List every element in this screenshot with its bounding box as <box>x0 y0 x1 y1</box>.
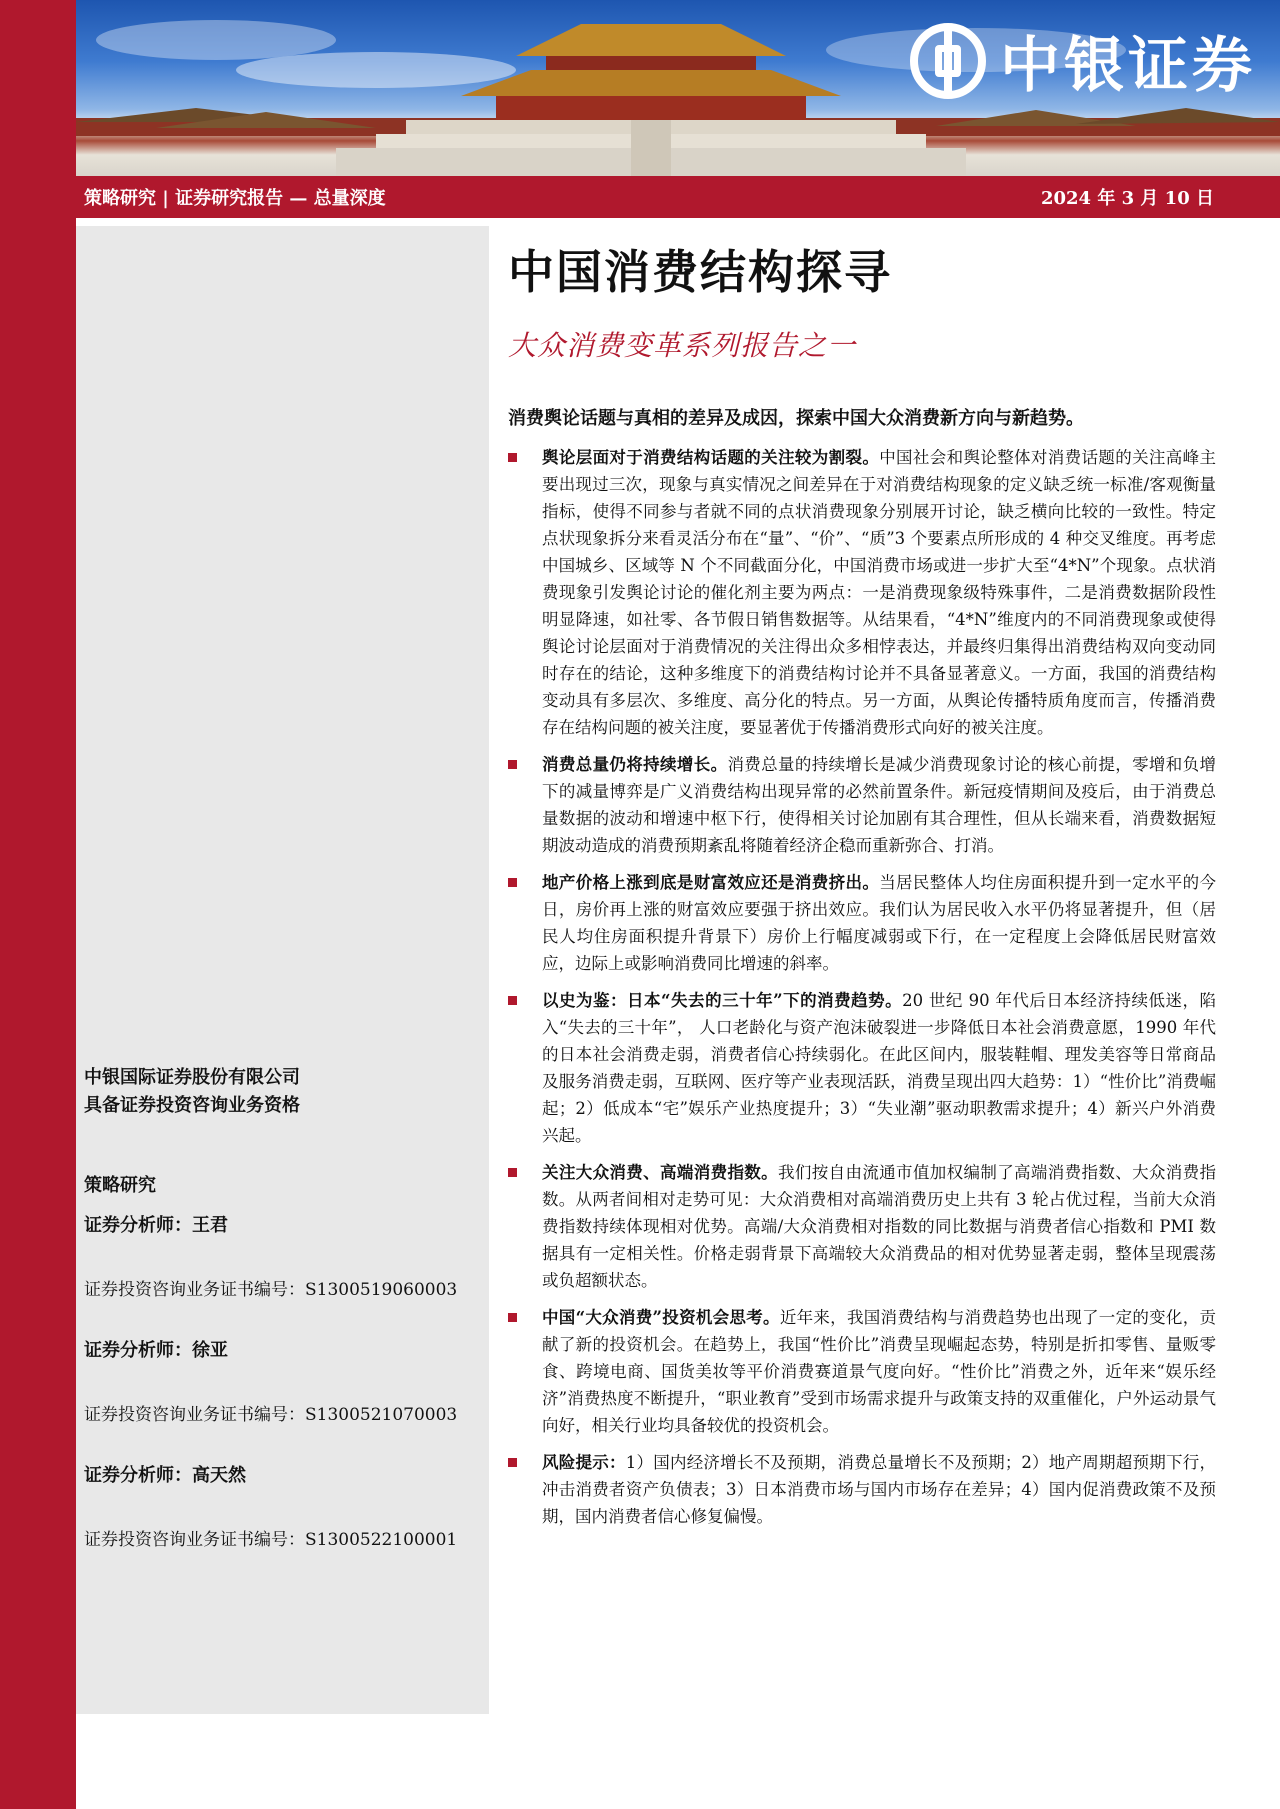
brand-logo <box>910 18 1256 104</box>
analyst-cert: 证券投资咨询业务证书编号：S1300521070003 <box>84 1405 458 1425</box>
point-text: 1）国内经济增长不及预期，消费总量增长不及预期；2）地产周期超预期下行，冲击消费者资产负债表；3）日本消费市场与国内市场存在差异；4）国内促消费政策不及预期，国内消费者信心修复偏慢。 <box>542 1453 1216 1526</box>
bullet-square-icon <box>508 760 517 769</box>
point-heading: 关注大众消费、高端消费指数。 <box>542 1163 779 1182</box>
analyst-name: 证券分析师：徐亚 <box>84 1340 228 1361</box>
list-item <box>508 987 1216 1149</box>
left-brand-bar <box>0 0 76 1809</box>
report-summary: 消费舆论话题与真相的差异及成因，探索中国大众消费新方向与新趋势。 <box>508 408 1084 429</box>
point-text: 20 世纪 90 年代后日本经济持续低迷，陷入“失去的三十年”， 人口老龄化与资产泡沫破裂进一步降低日本社会消费意愿，1990 年代的日本社会消费走弱，消费者信心持续弱化。在此区间内，服装鞋帽、理发美容等日常商品及服务消费走弱，互联网、医疗等产业表现活跃，消费呈现出四大趋势：1）“性价比”消费崛起；2）低成本“宅”娱乐产业热度提升；3）“失业潮”驱动职教需求提升；4）新兴户外消费兴起。 <box>542 991 1216 1145</box>
point-text: 当居民整体人均住房面积提升到一定水平的今日，房价再上涨的财富效应要强于挤出效应。我们认为居民收入水平仍将显著提升，但（居民人均住房面积提升背景下）房价上行幅度减弱或下行，在一定程度上会降低居民财富效应，边际上或影响消费同比增速的斜率。 <box>542 873 1217 973</box>
report-subtitle: 大众消费变革系列报告之一 <box>508 329 857 362</box>
header-banner <box>76 0 1280 176</box>
boc-logo-icon <box>910 23 986 99</box>
point-text: 中国社会和舆论整体对消费话题的关注高峰主要出现过三次，现象与真实情况之间差异在于对消费结构现象的定义缺乏统一标准/客观衡量指标，使得不同参与者就不同的点状消费现象分别展开讨论，缺乏横向比较的一致性。特定点状现象拆分来看灵活分布在“量”、“价”、“质”3 个要素点所形成的 4 种交叉维度。再考虑中国城乡、区域等 N 个不同截面分化，中国消费市场或进一步扩大至“4*N”个现象。点状消费现象引发舆论讨论的催化剂主要为两点：一是消费现象级特殊事件，二是消费数据阶段性明显降速，如社零、各节假日销售数据等。从结果看，“4*N”维度内的不同消费现象或使得舆论讨论层面对于消费情况的关注得出众多相悖表达，并最终归集得出消费结构双向变动同时存在的结论，这种多维度下的消费结构讨论并不具备显著意义。一方面，我国的消费结构变动具有多层次、多维度、高分化的特点。另一方面，从舆论传播特质角度而言，传播消费存在结构问题的被关注度，要显著优于传播消费形式向好的被关注度。 <box>542 448 1217 737</box>
list-item <box>508 1449 1216 1530</box>
analyst-block <box>84 1211 457 1300</box>
list-item <box>508 444 1216 741</box>
company-name: 中银国际证券股份有限公司 <box>84 1067 300 1088</box>
report-title: 中国消费结构探寻 <box>508 245 892 299</box>
report-date: 2024 年 3 月 10 日 <box>1040 188 1214 209</box>
key-points-list <box>508 444 1216 1530</box>
point-heading: 消费总量仍将持续增长。 <box>542 755 728 774</box>
list-item <box>508 1159 1216 1294</box>
list-item <box>508 869 1216 977</box>
bullet-square-icon <box>508 996 517 1005</box>
list-item <box>508 1304 1216 1439</box>
analyst-block <box>84 1336 457 1425</box>
point-heading: 以史为鉴：日本“失去的三十年”下的消费趋势。 <box>542 991 903 1010</box>
point-heading: 中国“大众消费”投资机会思考。 <box>542 1308 780 1327</box>
bullet-square-icon <box>508 453 517 462</box>
point-heading: 舆论层面对于消费结构话题的关注较为割裂。 <box>542 448 880 467</box>
breadcrumb: 策略研究 | 证券研究报告 — 总量深度 <box>84 188 386 209</box>
analyst-cert: 证券投资咨询业务证书编号：S1300522100001 <box>84 1530 458 1550</box>
brand-name: 中银证券 <box>1000 31 1256 101</box>
report-body <box>508 236 1216 1540</box>
bullet-square-icon <box>508 1313 517 1322</box>
point-heading: 地产价格上涨到底是财富效应还是消费挤出。 <box>542 873 880 892</box>
analyst-block <box>84 1461 457 1550</box>
bullet-square-icon <box>508 878 517 887</box>
list-item <box>508 751 1216 859</box>
report-category-bar <box>76 176 1280 218</box>
analyst-cert: 证券投资咨询业务证书编号：S1300519060003 <box>84 1280 458 1300</box>
bullet-square-icon <box>508 1168 517 1177</box>
point-heading: 风险提示： <box>542 1453 626 1472</box>
point-text: 我们按自由流通市值加权编制了高端消费指数、大众消费指数。从两者间相对走势可见：大众消费相对高端消费历史上共有 3 轮占优过程，当前大众消费指数持续体现相对优势。高端/大众消费相对指数的同比数据与消费者信心指数和 PMI 数据具有一定相关性。价格走弱背景下高端较大众消费品的相对优势显著走弱，整体呈现震荡或负超额状态。 <box>542 1163 1217 1290</box>
research-dept: 策略研究 <box>84 1175 156 1196</box>
point-text: 近年来，我国消费结构与消费趋势也出现了一定的变化，贡献了新的投资机会。在趋势上，我国“性价比”消费呈现崛起态势，特别是折扣零售、量贩零食、跨境电商、国货美妆等平价消费赛道景气度向好。“性价比”消费之外，近年来“娱乐经济”消费热度不断提升，“职业教育”受到市场需求提升与政策支持的双重催化，户外运动景气向好，相关行业均具备较优的投资机会。 <box>542 1308 1217 1435</box>
company-qualification: 具备证券投资咨询业务资格 <box>84 1095 300 1116</box>
point-text: 消费总量的持续增长是减少消费现象讨论的核心前提，零增和负增下的减量博弈是广义消费结构出现异常的必然前置条件。新冠疫情期间及疫后，由于消费总量数据的波动和增速中枢下行，使得相关讨论加剧有其合理性，但从长端来看，消费数据短期波动造成的消费预期紊乱将随着经济企稳而重新弥合、打消。 <box>542 755 1217 855</box>
analyst-name: 证券分析师：王君 <box>84 1215 228 1236</box>
company-info <box>84 1064 300 1120</box>
left-info-panel <box>76 226 489 1714</box>
analyst-name: 证券分析师：高天然 <box>84 1465 246 1486</box>
bullet-square-icon <box>508 1458 517 1467</box>
